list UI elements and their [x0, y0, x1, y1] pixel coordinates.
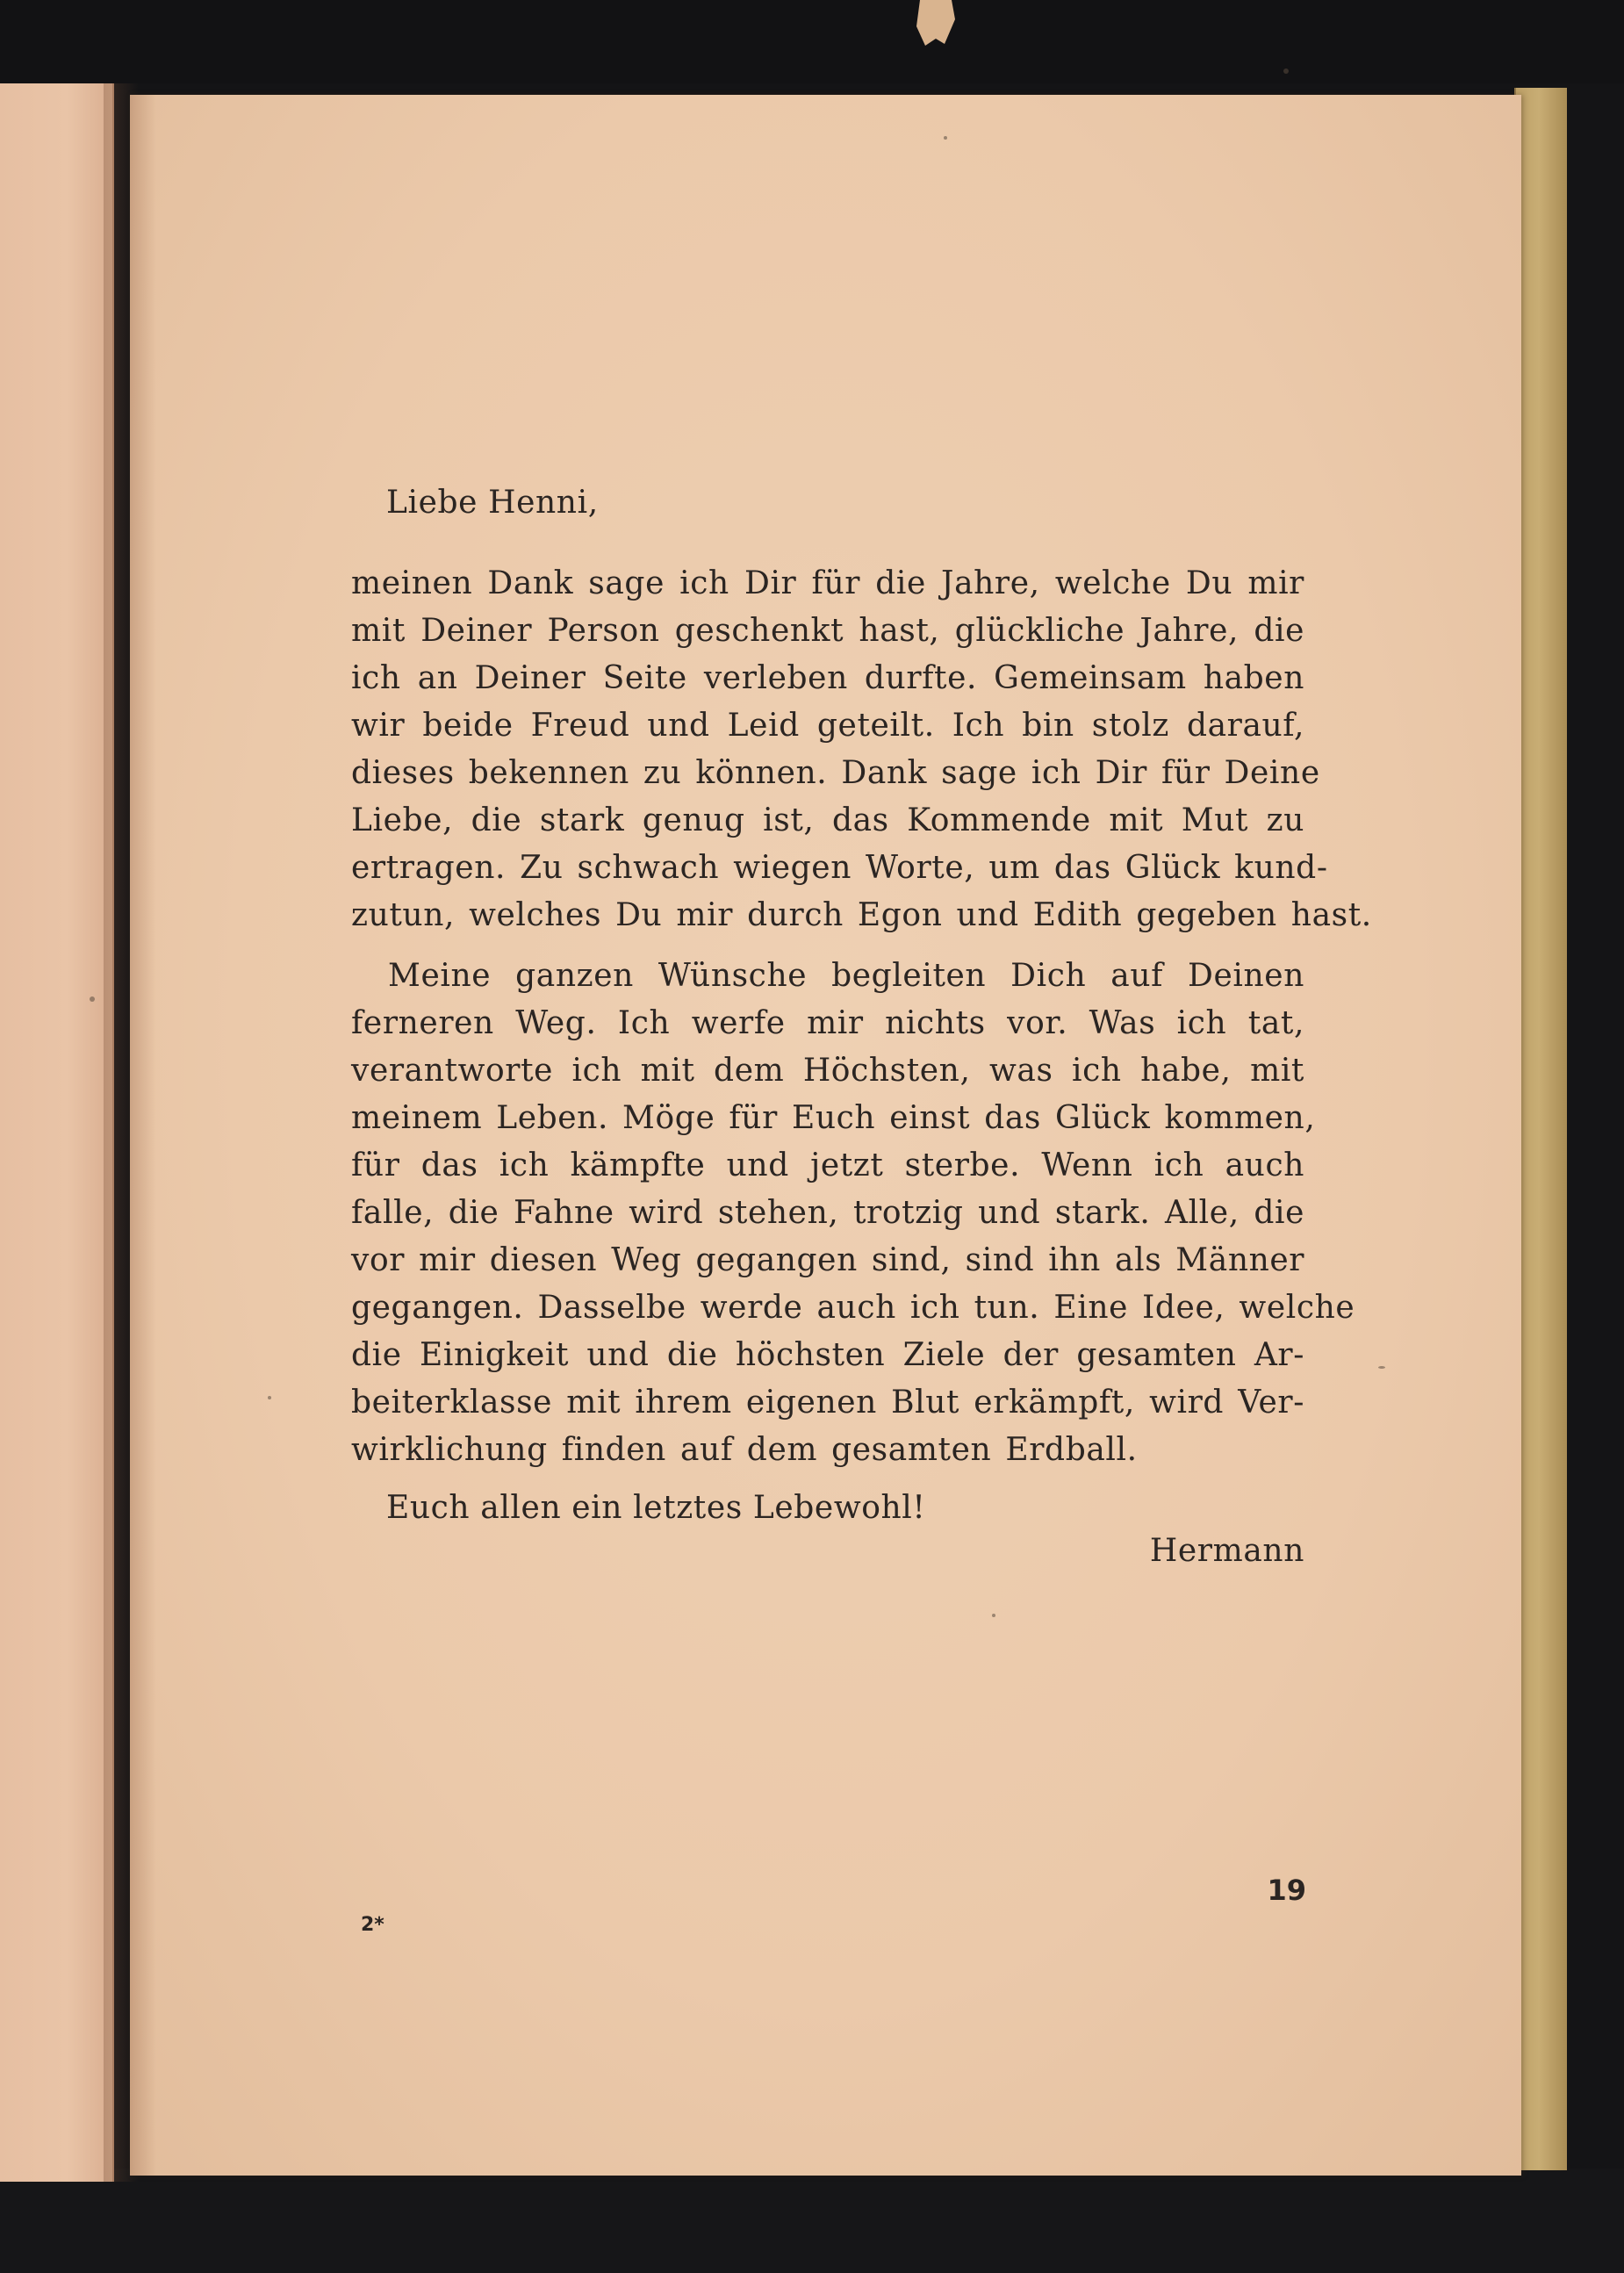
- paper-speck: [992, 1614, 995, 1617]
- text-line: verantworte ich mit dem Höchsten, was ich habe, mit: [351, 1053, 1304, 1089]
- text-line: mit Deiner Person geschenkt hast, glückliche Jahre, die: [351, 613, 1304, 649]
- scan-background-top: [0, 0, 1624, 83]
- page-number: 19: [1267, 1874, 1306, 1907]
- letter-paragraph-1: [351, 560, 1372, 939]
- book-cover-edge: [1514, 88, 1567, 2170]
- paper-speck: [268, 1396, 271, 1399]
- text-line: ich an Deiner Seite verleben durfte. Gemeinsam haben: [351, 660, 1304, 696]
- letter-signature: Hermann: [1149, 1533, 1304, 1569]
- paper-speck: [90, 996, 95, 1002]
- letter-paragraph-2: [351, 953, 1355, 1474]
- paper-speck: [944, 136, 947, 140]
- text-line: die Einigkeit und die höchsten Ziele der gesamten Ar-: [351, 1337, 1304, 1373]
- text-line: vor mir diesen Weg gegangen sind, sind ihn als Männer: [351, 1242, 1305, 1278]
- text-line: Meine ganzen Wünsche begleiten Dich auf Deinen: [388, 958, 1304, 994]
- text-line: wir beide Freud und Leid geteilt. Ich bin stolz darauf,: [351, 708, 1304, 744]
- text-line: zutun, welches Du mir durch Egon und Edith gegeben hast.: [351, 897, 1372, 933]
- text-line: falle, die Fahne wird stehen, trotzig und stark. Alle, die: [351, 1195, 1304, 1231]
- text-line: ferneren Weg. Ich werfe mir nichts vor. Was ich tat,: [351, 1005, 1304, 1041]
- facing-page-edge: [0, 83, 114, 2182]
- letter-farewell: Euch allen ein letztes Lebewohl!: [386, 1490, 926, 1526]
- printer-signature-mark: 2*: [361, 1914, 384, 1936]
- text-line: wirklichung finden auf dem gesamten Erdball.: [351, 1432, 1138, 1468]
- paper-speck: [1378, 1366, 1385, 1369]
- page-gutter-shadow: [130, 95, 156, 2176]
- text-line: ertragen. Zu schwach wiegen Worte, um das Glück kund-: [351, 850, 1328, 886]
- text-line: beiterklasse mit ihrem eigenen Blut erkämpft, wird Ver-: [351, 1385, 1304, 1421]
- text-line: für das ich kämpfte und jetzt sterbe. Wenn ich auch: [351, 1147, 1304, 1183]
- paper-fragment-icon: [913, 0, 957, 46]
- text-line: dieses bekennen zu können. Dank sage ich Dir für Deine: [351, 755, 1320, 791]
- text-line: Liebe, die stark genug ist, das Kommende mit Mut zu: [351, 802, 1304, 838]
- letter-salutation: Liebe Henni,: [386, 485, 599, 521]
- paper-speck: [1283, 68, 1289, 74]
- text-line: gegangen. Dasselbe werde auch ich tun. Eine Idee, welche: [351, 1290, 1355, 1326]
- scan-background-bottom: [0, 2169, 1624, 2273]
- text-line: meinen Dank sage ich Dir für die Jahre, welche Du mir: [351, 565, 1304, 601]
- text-line: meinem Leben. Möge für Euch einst das Glück kommen,: [351, 1100, 1316, 1136]
